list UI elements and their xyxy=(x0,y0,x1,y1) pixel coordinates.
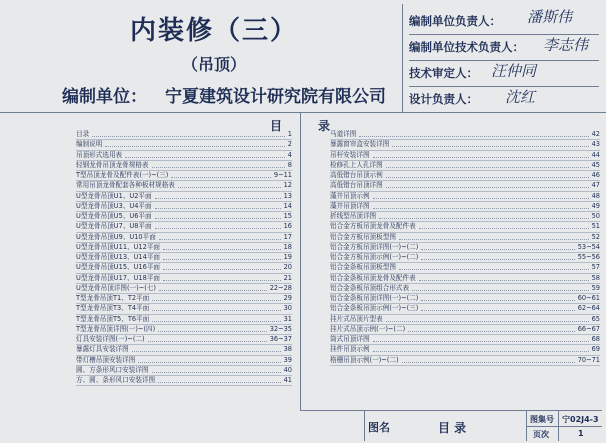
toc-entry-page: 44 xyxy=(591,150,600,159)
toc-entry xyxy=(76,161,292,171)
toc-leader-dots xyxy=(159,290,267,291)
page-title: 内装修（三） xyxy=(130,16,299,46)
toc-entry-page: 36~37 xyxy=(269,335,292,343)
toc-entry-title: U型龙骨吊顶U11、U12平面 xyxy=(76,242,161,251)
toc-entry-title: T型龙骨吊顶T5、T6平面 xyxy=(76,314,150,323)
organization-label: 编制单位： xyxy=(62,87,147,107)
toc-entry xyxy=(330,222,600,232)
signature-label: 设计负责人： xyxy=(409,92,478,106)
toc-entry xyxy=(330,253,600,263)
toc-entry xyxy=(330,263,600,273)
toc-entry-title: U型龙骨吊顶U13、U14平面 xyxy=(76,253,161,261)
toc-entry-page: 13 xyxy=(283,191,292,200)
toc-entry xyxy=(76,192,292,202)
toc-entry-page: 19 xyxy=(283,253,292,261)
toc-leader-dots xyxy=(152,310,281,311)
toc-entry-page: 57 xyxy=(591,263,600,272)
toc-entry-page: 55~56 xyxy=(577,253,600,261)
toc-entry xyxy=(76,294,292,304)
toc-entry xyxy=(76,274,292,284)
toc-entry-title: 格栅吊顶示例(一)~(二) xyxy=(330,355,399,364)
toc-entry xyxy=(330,130,600,140)
handwritten-signature: 潘斯伟 xyxy=(527,8,573,26)
handwritten-signature: 李志伟 xyxy=(543,36,589,54)
toc-entry-page: 70~71 xyxy=(577,355,600,364)
toc-leader-dots xyxy=(359,136,589,137)
page-subtitle: （吊顶） xyxy=(182,55,247,74)
toc-entry-page: 40 xyxy=(283,365,292,374)
drawing-name-value: 目 录 xyxy=(438,421,467,435)
toc-entry-page: 32~35 xyxy=(269,324,292,333)
page-number-label: 页次 xyxy=(533,430,549,439)
toc-entry-page: 50 xyxy=(591,212,600,220)
toc-entry-page: 14 xyxy=(283,201,292,210)
toc-entry-title: 暴露窗帘盒安装详图 xyxy=(330,140,390,149)
toc-entry xyxy=(76,335,292,345)
toc-leader-dots xyxy=(138,362,281,363)
toc-leader-dots xyxy=(419,228,589,229)
toc-entry-title: 圆、方条形风口安装详图 xyxy=(76,365,149,374)
toc-entry-page: 30 xyxy=(283,304,292,313)
toc-entry xyxy=(330,325,600,335)
toc-entry-title: 挂件吊顶示例 xyxy=(330,345,370,354)
toc-entry xyxy=(76,315,292,325)
toc-entry-title: 折线型吊顶详图 xyxy=(330,212,377,220)
toc-entry xyxy=(330,243,600,253)
toc-entry-page: 52 xyxy=(591,232,600,241)
toc-entry xyxy=(330,345,600,355)
toc-entry xyxy=(76,345,292,355)
toc-entry xyxy=(76,202,292,212)
toc-entry xyxy=(76,284,292,294)
toc-leader-dots xyxy=(386,167,589,168)
toc-entry xyxy=(76,140,292,150)
atlas-number-value: 宁02J4-3 xyxy=(562,415,599,424)
toc-leader-dots xyxy=(163,269,281,270)
toc-leader-dots xyxy=(171,177,271,178)
toc-entry-page: 31 xyxy=(283,314,292,323)
toc-entry-page: 68 xyxy=(591,335,600,343)
toc-entry-page: 15 xyxy=(283,212,292,220)
toc-leader-dots xyxy=(402,362,575,363)
toc-entry-page: 42 xyxy=(591,130,600,138)
toc-leader-dots xyxy=(158,331,267,332)
toc-entry-title: 藻井吊顶示例 xyxy=(330,191,370,200)
toc-entry-title: U型龙骨吊顶详图(一)~(七) xyxy=(76,283,156,292)
toc-entry-page: 39 xyxy=(283,355,292,364)
toc-entry-title: 高低错台吊顶详图 xyxy=(330,181,383,190)
toc-entry-page: 9~11 xyxy=(273,171,292,179)
toc-leader-dots xyxy=(373,208,589,209)
toc-heading-right: 录 xyxy=(318,119,331,133)
organization-line xyxy=(62,82,386,107)
toc-entry xyxy=(330,274,600,284)
toc-leader-dots xyxy=(163,249,281,250)
toc-entry-title: 吊顶形式选用表 xyxy=(76,150,123,159)
toc-entry-title: 铝合金条板吊顶组合形式表 xyxy=(330,283,410,292)
toc-entry xyxy=(330,161,600,171)
toc-entry xyxy=(330,181,600,191)
toc-entry xyxy=(76,376,292,386)
toc-entry-page: 43 xyxy=(591,140,600,149)
toc-entry-title: 铝合金方板吊顶示例(一)~(二) xyxy=(330,253,419,261)
signature-label: 编制单位负责人： xyxy=(409,14,501,28)
toc-entry xyxy=(76,181,292,191)
toc-leader-dots xyxy=(155,208,281,209)
toc-leader-dots xyxy=(408,331,575,332)
toc-entry-page: 18 xyxy=(283,242,292,251)
toc-entry-page: 20 xyxy=(283,263,292,272)
toc-leader-dots xyxy=(421,249,575,250)
toc-entry xyxy=(76,130,292,140)
toc-entry-title: 马道详图 xyxy=(330,130,357,138)
header-divider xyxy=(0,112,606,113)
toc-entry xyxy=(76,304,292,314)
toc-entry-title: 灯具安装详图(一)~(二) xyxy=(76,335,145,343)
toc-entry-title: U型龙骨吊顶U15、U16平面 xyxy=(76,263,161,272)
toc-entry xyxy=(76,325,292,335)
toc-entry-title: 带灯槽吊顶安装详图 xyxy=(76,355,136,364)
toc-entry-page: 1 xyxy=(287,130,292,138)
toc-leader-dots xyxy=(392,146,589,147)
toc-entry-title: T型龙骨吊顶详图(一)~(四) xyxy=(76,324,156,333)
toc-entry-page: 65 xyxy=(591,314,600,323)
toc-leader-dots xyxy=(373,157,589,158)
toc-entry-title: U型龙骨吊顶U5、U6平面 xyxy=(76,212,152,220)
toc-entry-page: 41 xyxy=(283,376,292,384)
toc-leader-dots xyxy=(152,372,281,373)
signature-row xyxy=(409,86,599,112)
toc-leader-dots xyxy=(399,269,589,270)
toc-leader-dots xyxy=(125,157,285,158)
toc-leader-dots xyxy=(412,290,589,291)
toc-entry-title: 暴露灯具安装详图 xyxy=(76,345,129,354)
toc-entry xyxy=(76,171,292,181)
toc-entry xyxy=(330,284,600,294)
toc-entry-page: 47 xyxy=(591,181,600,190)
page-number-value: 1 xyxy=(578,429,584,438)
signature-row xyxy=(409,8,599,35)
toc-entry-title: 常用吊顶龙骨配套各种板材规格表 xyxy=(76,181,175,190)
toc-entry-title: T型吊顶龙骨及配件表(一)~(三) xyxy=(76,171,169,179)
toc-entry xyxy=(330,192,600,202)
toc-entry-page: 4 xyxy=(287,150,292,159)
toc-entry-page: 12 xyxy=(283,181,292,190)
toc-entry-title: 铝合金方板吊顶板型图 xyxy=(330,232,396,241)
toc-entry xyxy=(76,356,292,366)
toc-leader-dots xyxy=(132,351,281,352)
atlas-number-label: 图集号 xyxy=(530,415,554,424)
toc-entry xyxy=(330,304,600,314)
toc-entry-title: 吊杆安装详图 xyxy=(330,150,370,159)
toc-leader-dots xyxy=(421,259,575,260)
toc-leader-dots xyxy=(163,280,281,281)
toc-entry-title: 铝合金条板吊顶示例(一)~(三) xyxy=(330,304,419,313)
toc-entry-title: U型龙骨吊顶U3、U4平面 xyxy=(76,201,152,210)
toc-entry-title: 目录 xyxy=(76,130,90,138)
toc-entry xyxy=(330,315,600,325)
toc-entry xyxy=(76,151,292,161)
toc-entry xyxy=(330,233,600,243)
toc-entry xyxy=(76,263,292,273)
signature-label: 编制单位技术负责人： xyxy=(409,40,524,54)
toc-entry xyxy=(330,294,600,304)
toc-leader-dots xyxy=(155,218,281,219)
toc-entry-page: 46 xyxy=(591,171,600,179)
toc-entry-page: 45 xyxy=(591,160,600,169)
toc-entry-title: T型龙骨吊顶T3、T4平面 xyxy=(76,304,150,313)
toc-leader-dots xyxy=(159,239,281,240)
toc-entry-title: 铝合金条板吊顶龙骨及配件表 xyxy=(330,273,416,282)
toc-entry xyxy=(330,202,600,212)
toc-entry xyxy=(330,335,600,345)
toc-leader-dots xyxy=(155,228,281,229)
signature-label: 技术审定人： xyxy=(409,66,478,80)
drawing-name-label: 图名 xyxy=(368,421,390,434)
toc-entry-title: 铝合金方板吊顶详图(一)~(二) xyxy=(330,242,419,251)
toc-leader-dots xyxy=(163,259,281,260)
toc-entry-page: 29 xyxy=(283,294,292,302)
title-block xyxy=(0,0,400,112)
toc-entry xyxy=(76,253,292,263)
signature-panel xyxy=(402,4,603,112)
organization-name: 宁夏建筑设计研究院有限公司 xyxy=(165,87,386,107)
toc-entry-page: 22~28 xyxy=(269,283,292,292)
toc-entry xyxy=(330,171,600,181)
toc-entry-title: 检修孔上人孔详图 xyxy=(330,160,383,169)
toc-leader-dots xyxy=(386,321,589,322)
toc-entry-title: 铝合金条板吊顶详图(一)~(二) xyxy=(330,294,419,302)
toc-entry-page: 38 xyxy=(283,345,292,354)
toc-entry-title: 轻钢龙骨吊顶龙骨规格表 xyxy=(76,160,149,169)
toc-entry-title: 铝合金方板吊顶龙骨及配件表 xyxy=(330,222,416,231)
strip-divider xyxy=(364,411,365,441)
toc-entry xyxy=(76,366,292,376)
toc-leader-dots xyxy=(178,187,281,188)
toc-leader-dots xyxy=(152,167,285,168)
toc-entry xyxy=(330,212,600,222)
toc-entry-title: U型龙骨吊顶U7、U8平面 xyxy=(76,222,152,231)
toc-left-column xyxy=(76,130,292,386)
toc-entry-page: 62~64 xyxy=(577,304,600,313)
signature-row xyxy=(409,60,599,87)
toc-leader-dots xyxy=(421,300,575,301)
toc-leader-dots xyxy=(386,187,589,188)
toc-leader-dots xyxy=(419,280,589,281)
toc-heading-left: 目 xyxy=(270,119,283,133)
toc-entry-page: 69 xyxy=(591,345,600,354)
toc-entry-title: U型龙骨吊顶U1、U2平面 xyxy=(76,191,152,200)
toc-entry-title: 筒式吊顶详图 xyxy=(330,335,370,343)
strip-divider xyxy=(526,426,602,427)
toc-leader-dots xyxy=(148,341,267,342)
toc-entry-title: 编制说明 xyxy=(76,140,103,149)
toc-leader-dots xyxy=(421,310,575,311)
toc-entry xyxy=(330,151,600,161)
toc-entry-page: 2 xyxy=(287,140,292,149)
toc-entry-page: 60~61 xyxy=(577,294,600,302)
toc-entry-page: 48 xyxy=(591,191,600,200)
strip-divider xyxy=(558,411,559,441)
toc-entry xyxy=(76,222,292,232)
toc-leader-dots xyxy=(373,341,589,342)
toc-right-column xyxy=(330,130,600,366)
toc-entry-page: 17 xyxy=(283,232,292,241)
toc-entry-title: 藻井吊顶详图 xyxy=(330,201,370,210)
toc-leader-dots xyxy=(379,218,589,219)
toc-entry-title: 方、圆、条形风口安装详图 xyxy=(76,376,156,384)
title-strip xyxy=(300,410,602,441)
toc-entry xyxy=(76,243,292,253)
toc-entry-title: U型龙骨吊顶U9、U10平面 xyxy=(76,232,156,241)
toc-entry-title: 铝合金条板吊顶板型图 xyxy=(330,263,396,272)
toc-leader-dots xyxy=(399,239,589,240)
toc-entry xyxy=(330,140,600,150)
toc-entry-page: 21 xyxy=(283,273,292,282)
toc-leader-dots xyxy=(158,382,281,383)
toc-entry xyxy=(76,212,292,222)
toc-entry-title: 高低错台吊顶示例 xyxy=(330,171,383,179)
toc-entry-page: 49 xyxy=(591,201,600,210)
toc-entry-page: 66~67 xyxy=(577,324,600,333)
toc-leader-dots xyxy=(386,177,589,178)
toc-entry-page: 51 xyxy=(591,222,600,231)
toc-leader-dots xyxy=(155,198,281,199)
toc-entry-title: T型龙骨吊顶T1、T2平面 xyxy=(76,294,150,302)
toc-leader-dots xyxy=(152,321,281,322)
toc-entry-page: 8 xyxy=(287,160,292,169)
toc-leader-dots xyxy=(373,351,589,352)
toc-leader-dots xyxy=(105,146,285,147)
toc-entry-title: U型龙骨吊顶U17、U18平面 xyxy=(76,273,161,282)
toc-leader-dots xyxy=(373,198,589,199)
toc-leader-dots xyxy=(152,300,281,301)
toc-entry-title: 挂片式吊顶片型表 xyxy=(330,314,383,323)
toc-entry-page: 53~54 xyxy=(577,242,600,251)
toc-entry-page: 58 xyxy=(591,273,600,282)
toc-entry-page: 16 xyxy=(283,222,292,231)
toc-leader-dots xyxy=(92,136,285,137)
toc-entry xyxy=(76,233,292,243)
handwritten-signature: 沈红 xyxy=(505,88,536,106)
toc-entry-title: 挂片式吊顶示例(一)~(二) xyxy=(330,324,406,333)
toc-entry xyxy=(330,356,600,366)
handwritten-signature: 汪仲同 xyxy=(491,62,537,80)
toc-column-divider xyxy=(300,112,301,410)
toc-entry-page: 59 xyxy=(591,283,600,292)
signature-row xyxy=(409,34,599,61)
